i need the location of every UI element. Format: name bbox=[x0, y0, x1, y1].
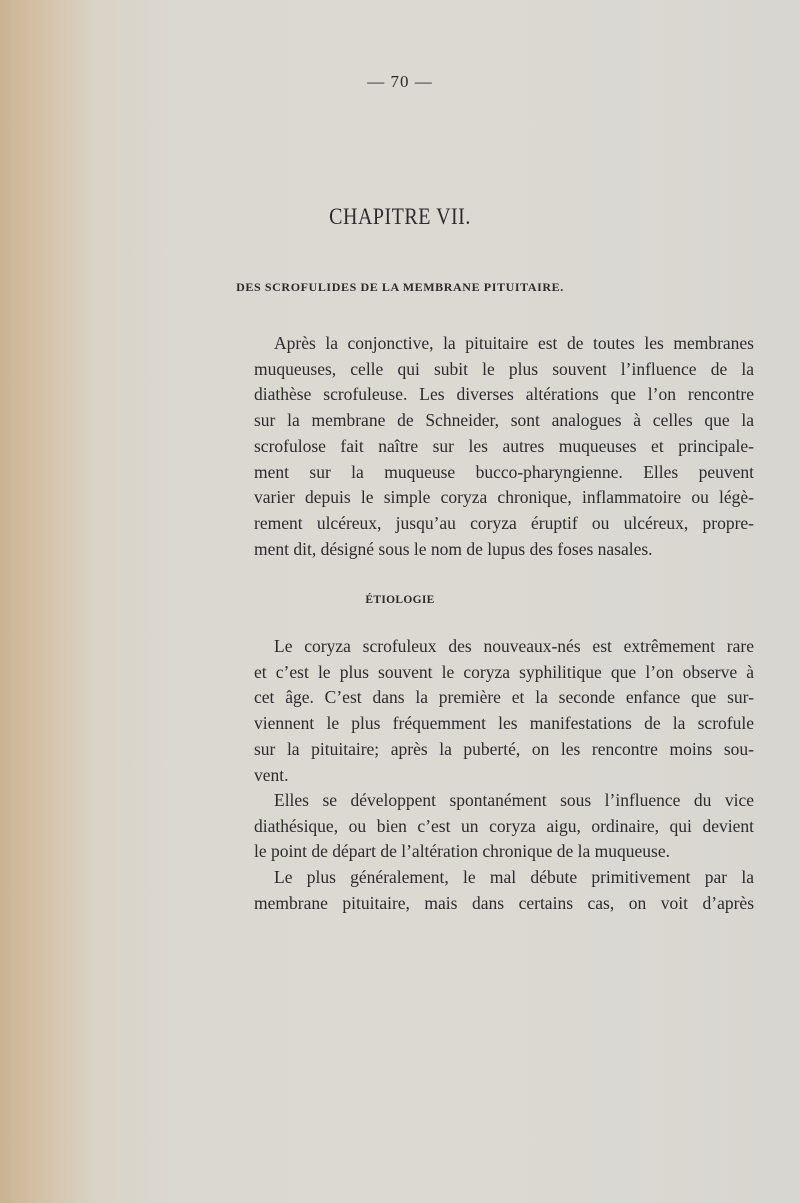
text-line: membrane pituitaire, mais dans certains cas, on voit d’après bbox=[254, 892, 754, 913]
text-line: ment sur la muqueuse bucco-pharyngienne. Elles peuvent bbox=[254, 461, 754, 482]
text-line: Après la conjonctive, la pituitaire est de toutes les membranes bbox=[274, 333, 754, 353]
page-number: — 70 — bbox=[367, 72, 433, 91]
text-line: muqueuses, celle qui subit le plus souvent l’influence de la bbox=[254, 358, 754, 379]
paragraph-intro bbox=[254, 331, 754, 562]
text-line: sur la membrane de Schneider, sont analogues à celles que la bbox=[254, 410, 754, 431]
text-line: vent. bbox=[254, 764, 289, 785]
section-title: DES SCROFULIDES DE LA MEMBRANE PITUITAIRE. bbox=[236, 280, 564, 294]
text-line: sur la pituitaire; après la puberté, on les rencontre moins sou- bbox=[254, 738, 754, 759]
text-line: Elles se développent spontanément sous l’influence du vice bbox=[274, 790, 754, 810]
sub-heading-etiologie: ÉTIOLOGIE bbox=[365, 594, 435, 606]
text-line: cet âge. C’est dans la première et la seconde enfance que sur- bbox=[254, 687, 754, 708]
text-line: varier depuis le simple coryza chronique, inflammatoire ou légè- bbox=[254, 487, 754, 508]
text-line: le point de départ de l’altération chronique de la muqueuse. bbox=[254, 841, 670, 862]
paragraph-etiology bbox=[254, 634, 754, 788]
paragraph-development bbox=[254, 788, 754, 865]
text-line: viennent le plus fréquemment les manifestations de la scrofule bbox=[254, 713, 754, 734]
text-line: scrofulose fait naître sur les autres muqueuses et principale- bbox=[254, 435, 754, 456]
text-line: Le plus généralement, le mal débute primitivement par la bbox=[274, 867, 754, 887]
text-line: ment dit, désigné sous le nom de lupus des foses nasales. bbox=[254, 538, 653, 559]
text-line: et c’est le plus souvent le coryza syphilitique que l’on observe à bbox=[254, 661, 754, 682]
chapter-heading: CHAPITRE VII. bbox=[329, 204, 471, 230]
text-line: Le coryza scrofuleux des nouveaux-nés est extrêmement rare bbox=[274, 636, 754, 656]
text-line: rement ulcéreux, jusqu’au coryza éruptif ou ulcéreux, propre- bbox=[254, 512, 754, 533]
paragraph-onset bbox=[254, 865, 754, 916]
text-line: diathèse scrofuleuse. Les diverses altérations que l’on rencontre bbox=[254, 384, 754, 405]
text-line: diathésique, ou bien c’est un coryza aigu, ordinaire, qui devient bbox=[254, 815, 754, 836]
